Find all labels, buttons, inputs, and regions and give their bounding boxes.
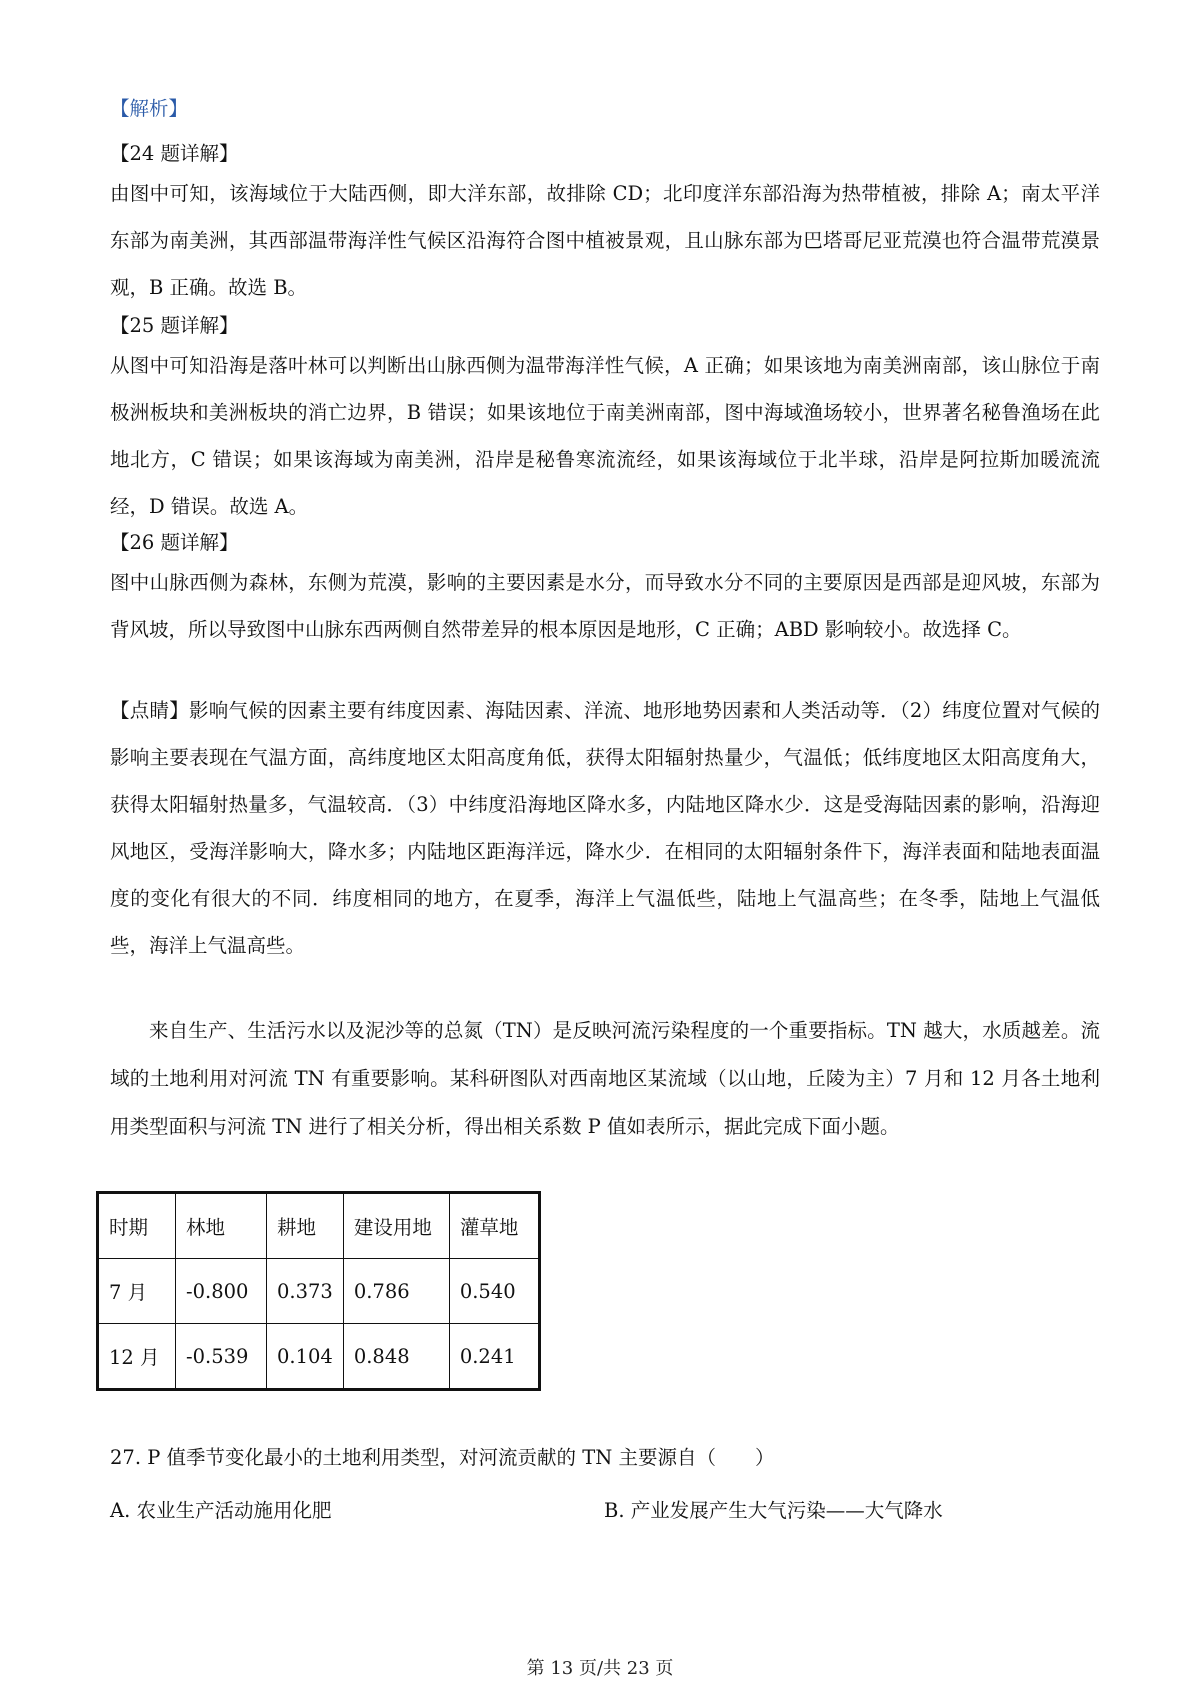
table-cell: 0.373 — [267, 1259, 344, 1324]
table-cell: 0.540 — [449, 1259, 539, 1324]
p-value-table — [96, 1191, 541, 1391]
q25-text: 从图中可知沿海是落叶林可以判断出山脉西侧为温带海洋性气候，A 正确；如果该地为南美洲南部，该山脉位于南极洲板块和美洲板块的消亡边界，B 错误；如果该地位于南美洲南部，图中海域渔场较小，世界著名秘鲁渔场在此地北方，C 错误；如果该海域为南美洲，沿岸是秘鲁寒流流经，如果该海域位于北半球，沿岸是阿拉斯加暖流流经，D 错误。故选 A。 — [110, 354, 1100, 518]
q26-text: 图中山脉西侧为森林，东侧为荒漠，影响的主要因素是水分，而导致水分不同的主要原因是西部是迎风坡，东部为背风坡，所以导致图中山脉东西两侧自然带差异的根本原因是地形，C 正确；ABD 影响较小。故选择 C。 — [110, 571, 1100, 641]
q25-explanation — [110, 342, 1100, 530]
q24-text: 由图中可知，该海域位于大陆西侧，即大洋东部，故排除 CD；北印度洋东部沿海为热带植被，排除 A；南太平洋东部为南美洲，其西部温带海洋性气候区沿海符合图中植被景观，且山脉东部为巴塔哥尼亚荒漠也符合温带荒漠景观，B 正确。故选 B。 — [110, 182, 1100, 299]
table-cell: 0.104 — [267, 1324, 344, 1390]
table-cell: 0.786 — [343, 1259, 449, 1324]
dianjing-note — [110, 687, 1100, 969]
intro-text: 来自生产、生活污水以及泥沙等的总氮（TN）是反映河流污染程度的一个重要指标。TN 越大，水质越差。流域的土地利用对河流 TN 有重要影响。某科研图队对西南地区某流域（以山地，丘陵为主）7 月和 12 月各土地利用类型面积与河流 TN 进行了相关分析，得出相关系数 P 值如表所示，据此完成下面小题。 — [110, 1019, 1100, 1138]
q26-explanation — [110, 559, 1100, 653]
table-header-cell: 时期 — [98, 1193, 176, 1259]
q25-header: 【25 题详解】 — [110, 314, 239, 337]
table-header-cell: 建设用地 — [343, 1193, 449, 1259]
table-header-cell: 耕地 — [267, 1193, 344, 1259]
q24-header: 【24 题详解】 — [110, 142, 239, 165]
q26-header: 【26 题详解】 — [110, 531, 239, 554]
table-cell: 0.848 — [343, 1324, 449, 1390]
table-header-cell: 灌草地 — [449, 1193, 539, 1259]
table-cell: 0.241 — [449, 1324, 539, 1390]
table-cell: -0.800 — [176, 1259, 267, 1324]
question-intro — [110, 1007, 1100, 1151]
page-footer: 第 13 页/共 23 页 — [526, 1658, 674, 1679]
table-header-cell: 林地 — [176, 1193, 267, 1259]
table-cell: 12 月 — [98, 1324, 176, 1390]
option-a: A. 农业生产活动施用化肥 — [110, 1499, 332, 1522]
q24-explanation — [110, 170, 1100, 311]
analysis-label: 【解析】 — [110, 97, 189, 120]
dianjing-text: 【点睛】影响气候的因素主要有纬度因素、海陆因素、洋流、地形地势因素和人类活动等．（2）纬度位置对气候的影响主要表现在气温方面，高纬度地区太阳高度角低，获得太阳辐射热量少，气温低；低纬度地区太阳高度角大，获得太阳辐射热量多，气温较高．（3）中纬度沿海地区降水多，内陆地区降水少．这是受海陆因素的影响，沿海迎风地区，受海洋影响大，降水多；内陆地区距海洋远，降水少．在相同的太阳辐射条件下，海洋表面和陆地表面温度的变化有很大的不同．纬度相同的地方，在夏季，海洋上气温低些，陆地上气温高些；在冬季，陆地上气温低些，海洋上气温高些。 — [110, 699, 1100, 957]
table-header-row — [98, 1193, 540, 1259]
table-cell: 7 月 — [98, 1259, 176, 1324]
option-b: B. 产业发展产生大气污染——大气降水 — [604, 1499, 943, 1522]
table-row — [98, 1324, 540, 1390]
table-row — [98, 1259, 540, 1324]
table-cell: -0.539 — [176, 1324, 267, 1390]
question-27: 27. P 值季节变化最小的土地利用类型，对河流贡献的 TN 主要源自（ ） — [110, 1446, 775, 1469]
